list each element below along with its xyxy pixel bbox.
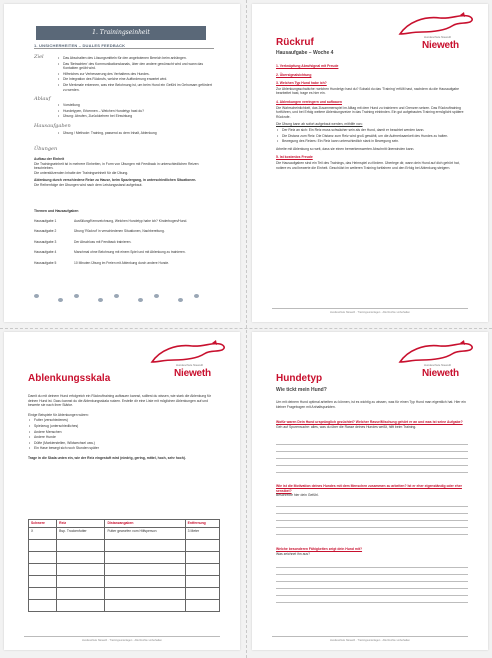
table-cell [57, 551, 105, 563]
paw-print-icon [138, 298, 143, 302]
table-row [34, 249, 214, 259]
logo-name: Nieweth [174, 368, 211, 379]
hausaufgabe-text: Der Abschluss mit Feedback trainieren. [74, 239, 132, 244]
ablauf-icon: Ablauf [34, 96, 51, 102]
list-item: • Andere Hunde [28, 435, 220, 440]
list-item: • Übung: Abrufen, Zurückkehren bei Einwirkung [58, 114, 214, 119]
page-banner: 1. Trainingseinheit [36, 26, 206, 40]
ablenkung-body [28, 394, 220, 461]
table-cell [105, 539, 185, 551]
answer-lines [276, 500, 468, 535]
table-cell [185, 587, 219, 599]
question-heading: Welche besonderen Fähigkeiten zeigt dein Hund mit? [276, 547, 363, 551]
table-cell [29, 539, 57, 551]
hausaufgabe-text: 10 Minuten Übung im Freien mit Ablenkung durch andere Hunde. [74, 260, 170, 265]
question-block [276, 420, 468, 429]
question-heading: Wie ist die Motivation deines Hundes mit dem Menschen zusammen zu arbeiten? Ist er eher eigenständig oder eher sensibel? [276, 484, 462, 493]
table-row [29, 575, 220, 587]
question-block [276, 484, 468, 498]
table-cell [57, 575, 105, 587]
paw-print-row [34, 294, 214, 302]
hausaufgaben-list [58, 131, 214, 137]
table-cell [29, 563, 57, 575]
hundetyp-intro: Um mit deinem Hund optimal arbeiten zu können, ist es wichtig zu wissen, was für einen Typ Hund man eigentlich hat. Hier ein kleiner Fragebogen mit Anhaltspunkten. [276, 400, 466, 409]
table-cell [105, 575, 185, 587]
section-heading: 4. Ablenkungen verringern und aufbauen [276, 99, 342, 104]
section-text: Die Hausaufgaben sind ein Teil des Trainings, das Heimspiel zu fördern. Überlege dir, wann dein Hund auf dich gehört hat, notiere es und bewerte die Einheit. Geschützt im weiteren Training fortfahren und den Erfolg bei Ablenkung steigern. [276, 160, 460, 170]
table-cell [185, 551, 219, 563]
hausaufgabe-label: Hausaufgabe 3 [34, 239, 57, 244]
logo-name: Nieweth [422, 40, 459, 51]
section-heading: 2. Übersignalsichtung [276, 72, 312, 77]
table-cell [57, 539, 105, 551]
uebungen-line: Die unterstützenden Inhalte der Trainingseinheit für die Übung. [34, 170, 129, 175]
paw-print-icon [194, 294, 199, 298]
section-text: Zur Ablenkungsschwäche: welchen Hundetyp hast du? Sobald du das 'Training' erfüllt hast, nachdem du die Hausaufgabe bearbeitet hast, trage es hier ein. [276, 86, 460, 96]
paw-print-icon [114, 294, 119, 298]
page-footer: Hundeschule Nieweth · Trainingsunterlagen · Alle Rechte vorbehalten [272, 636, 468, 643]
ziel-list [58, 56, 214, 93]
list-item: • Die Merkmale erkennen, was eine Belohnung ist, um beim Hund ein Gefühl im Gehorsam gefördert zu werden. [58, 83, 214, 92]
table-row [29, 599, 220, 611]
section-text: Die Wahrscheinlichkeit, das Zusammenspiel im Alltag mit dem Hund zu trainieren und Grenzen setzen. Das Rückruftraining fortführen, und bei Erfolg weitere Ablenkungsreize in das Training einbinden. Ein gut aufgebautes Training ermöglicht spätere Rückrufe. [276, 105, 464, 119]
page-trainingseinheit [4, 4, 240, 322]
table-cell [29, 599, 57, 611]
section-heading: 3. Welchen Typ Hund habe ich? [276, 81, 327, 86]
table-row [34, 260, 214, 270]
table-cell: X [29, 527, 57, 539]
ziel-icon: Ziel [34, 54, 44, 60]
list-item: • Das 'Betrachten' des Kommunikationskanals, über den andere gewünscht wird und wann das Kontakten geübt wird. [58, 62, 214, 71]
table-cell [29, 551, 57, 563]
column-header: Distanzangaben [105, 520, 185, 528]
table-cell [105, 551, 185, 563]
list-item: • Hilfreiches zur Verbesserung des Verhaltens des Hundes. [58, 72, 214, 77]
table-cell [105, 599, 185, 611]
paw-print-icon [178, 298, 183, 302]
question-text: Beschreibe hier dein Gefühl. [276, 493, 319, 498]
table-row [34, 218, 214, 228]
logo-subtitle: Hundeschule Nieweth [424, 35, 452, 39]
paw-print-icon [34, 294, 39, 298]
hausaufgabe-text: Ausfüllung/Kennzeichnung, Welchen Hundetyp habe ich? Kinderbogen/Hund. [74, 219, 188, 223]
table-cell [185, 575, 219, 587]
uebungen-line: Die Trainingseinheit ist in mehrere Einheiten, in Form von Übungen mit Feedback in unterschiedlichen Reizen beschrieben. [34, 161, 199, 171]
table-row [29, 563, 220, 575]
section-subhead: 1. UNSICHERHEITEN – DUALES FEEDBACK [34, 43, 214, 49]
table-cell [185, 563, 219, 575]
table-cell [57, 599, 105, 611]
column-header: Reiz [57, 520, 105, 528]
table-row [34, 239, 214, 249]
ablenkung-table [28, 519, 220, 612]
table-row [29, 587, 220, 599]
hausaufgaben-icon: Hausaufgaben [34, 123, 71, 129]
logo-name: Nieweth [422, 368, 459, 379]
subsection-intro: Die Übung kann ab sofort aufgebaut werden, mithilfe von: [276, 122, 363, 127]
list-item: • Düfte (Markierstellen, Wildwechsel usw.) [28, 441, 220, 446]
page-ablenkungsskala [4, 332, 240, 650]
table-row [29, 551, 220, 563]
hundeschule-logo [394, 340, 476, 380]
table-cell [105, 563, 185, 575]
uebungen-line: Aufbau der Einheit [34, 157, 65, 161]
answer-lines [276, 438, 468, 473]
list-item: • Futter (verschiedenes) [28, 418, 220, 423]
examples-title: Einige Beispiele für Ablenkungen wären: [28, 412, 89, 417]
page-hundetyp [252, 332, 488, 650]
list-item: • Bewegung des Reizes: Ein Reiz kann unterschiedlich stark in Bewegung sein. [276, 139, 468, 144]
table-cell [29, 575, 57, 587]
table-cell: Bsp. Trockenfutter [57, 527, 105, 539]
uebungen-line: Ablenkung durch verschiedene Reize zu Hause, beim Spaziergang, in unterschiedlichen Situationen. [34, 178, 197, 183]
section-heading: 1. Verknüpfung Abrufsignal mit Freude [276, 64, 339, 68]
table-row [34, 228, 214, 238]
list-item: • Das Abschalten des Lösungsmitteln für den angebotenen Bereich beim anhängen. [58, 56, 214, 61]
table-cell [57, 563, 105, 575]
question-text: Geh auf Spurensuche: alles, was du über die Rasse deines Hundes weißt, hilft beim Training. [276, 424, 417, 429]
hausaufgabe-label: Hausaufgabe 2 [34, 229, 57, 234]
table-row [29, 539, 220, 551]
page-subtitle: Wie tickt mein Hund? [276, 387, 327, 393]
hausaufgabe-text: Manchmal ohne Belohnung mit einem Spiel und mit Ablenkung zu trainieren. [74, 250, 186, 255]
column-header: Entfernung [185, 520, 219, 528]
logo-subtitle: Hundeschule Nieweth [176, 363, 204, 367]
hausaufgabe-label: Hausaufgabe 1 [34, 219, 57, 223]
answer-lines [276, 561, 468, 603]
section-heading: 5. Ist kostenlos Freude [276, 155, 313, 160]
ablauf-list [58, 103, 214, 120]
intro-text: Damit du mit deinem Hund erfolgreich ein Rückruftraining aufbauen kannst, solltest du wissen, wie stark die Ablenkung für deinen Hund ist. Dazu kannst du die Ablenkungsskala nutzen. Erstelle dir eine Liste mit möglichen Ablenkungen auf und bewerte sie nach ihrer Stärke. [28, 394, 212, 408]
subsection-list [276, 128, 468, 144]
list-item: • Ein Hase bewegt sich noch Stunden später [28, 446, 220, 451]
cut-line-vertical [246, 0, 247, 658]
hausaufgaben-table [34, 218, 214, 270]
scale-text: Trage in die Skala unten ein, wie der Reiz eingestuft wird (niedrig, gering, mittel, hoch, sehr hoch). [28, 455, 186, 460]
page-title: Ablenkungsskala [28, 373, 111, 384]
rueckruf-body [276, 64, 468, 174]
page-rueckruf [252, 4, 488, 322]
list-item: • Vorstellung [58, 103, 214, 108]
table-cell [29, 587, 57, 599]
page-subtitle: Hausaufgabe – Woche 4 [276, 50, 334, 56]
page-title: Hundetyp [276, 373, 323, 384]
question-block [276, 547, 468, 556]
uebungen-block [34, 157, 214, 188]
page-footer: Hundeschule Nieweth · Trainingsunterlagen · Alle Rechte vorbehalten [272, 308, 468, 315]
hundeschule-logo [146, 340, 228, 380]
hausaufgabe-label: Hausaufgabe 5 [34, 260, 57, 265]
list-item: • Spielzeug (unterschiedliches) [28, 424, 220, 429]
themen-title: Themen und Hausaufgaben [34, 209, 79, 213]
table-cell [105, 587, 185, 599]
table-cell: Futter geworfen vom Hilfsperson [105, 527, 185, 539]
table-cell: 3 Meter [185, 527, 219, 539]
page-title: Rückruf [276, 37, 314, 48]
paw-print-icon [74, 294, 79, 298]
list-item: • Die Integration des Rückrufs, welche eine Aufforderung erwartet wird. [58, 77, 214, 82]
list-item: • Andere Menschen [28, 430, 220, 435]
paw-print-icon [154, 294, 159, 298]
uebungen-icon: Übungen [34, 146, 58, 152]
table-cell [185, 599, 219, 611]
uebungen-line: Die Reihenfolge der Übungen wird nach dem Leistungsstand aufgebaut. [34, 182, 143, 187]
column-header: Schwere [29, 520, 57, 528]
table-row [29, 527, 220, 539]
table-cell [185, 539, 219, 551]
question-heading: Wofür waren Dein Hund ursprünglich gezüchtet? Welcher Rasse/Mischung gehört er an und was ist seine Aufgabe? [276, 420, 463, 424]
paw-print-icon [58, 298, 63, 302]
list-item: • Übung / Methode: Training, passend zu dem Inhalt, Ablenkung [58, 131, 214, 136]
question-text: Was zeichnet ihn aus? [276, 551, 310, 556]
logo-subtitle: Hundeschule Nieweth [424, 363, 452, 367]
list-item: • Die Distanz zum Reiz: Die Distanz zum Reiz wird groß gewählt, um die Aufmerksamkeit des Hundes zu halten. [276, 134, 468, 139]
hausaufgabe-label: Hausaufgabe 4 [34, 250, 57, 255]
hausaufgabe-text: Übung 'Rückruf' in verschiedenen Situationen, Nachbereitung. [74, 229, 165, 234]
table-cell [57, 587, 105, 599]
examples-list [28, 418, 220, 451]
list-item: • Hundetypen, Erkennen – Welchen Hundetyp hast du? [58, 109, 214, 114]
section-text: Arbeite mit Ablenkung so weit, dass sie einen bemerkenswerten Abschnitt überwinden kann. [276, 146, 415, 151]
paw-print-icon [98, 298, 103, 302]
list-item: • Der Reiz an sich: Ein Reiz muss schwächer sein als der Hund, damit er beachtet werden kann. [276, 128, 468, 133]
page-footer: Hundeschule Nieweth · Trainingsunterlagen · Alle Rechte vorbehalten [24, 636, 220, 643]
hundeschule-logo [394, 12, 476, 52]
